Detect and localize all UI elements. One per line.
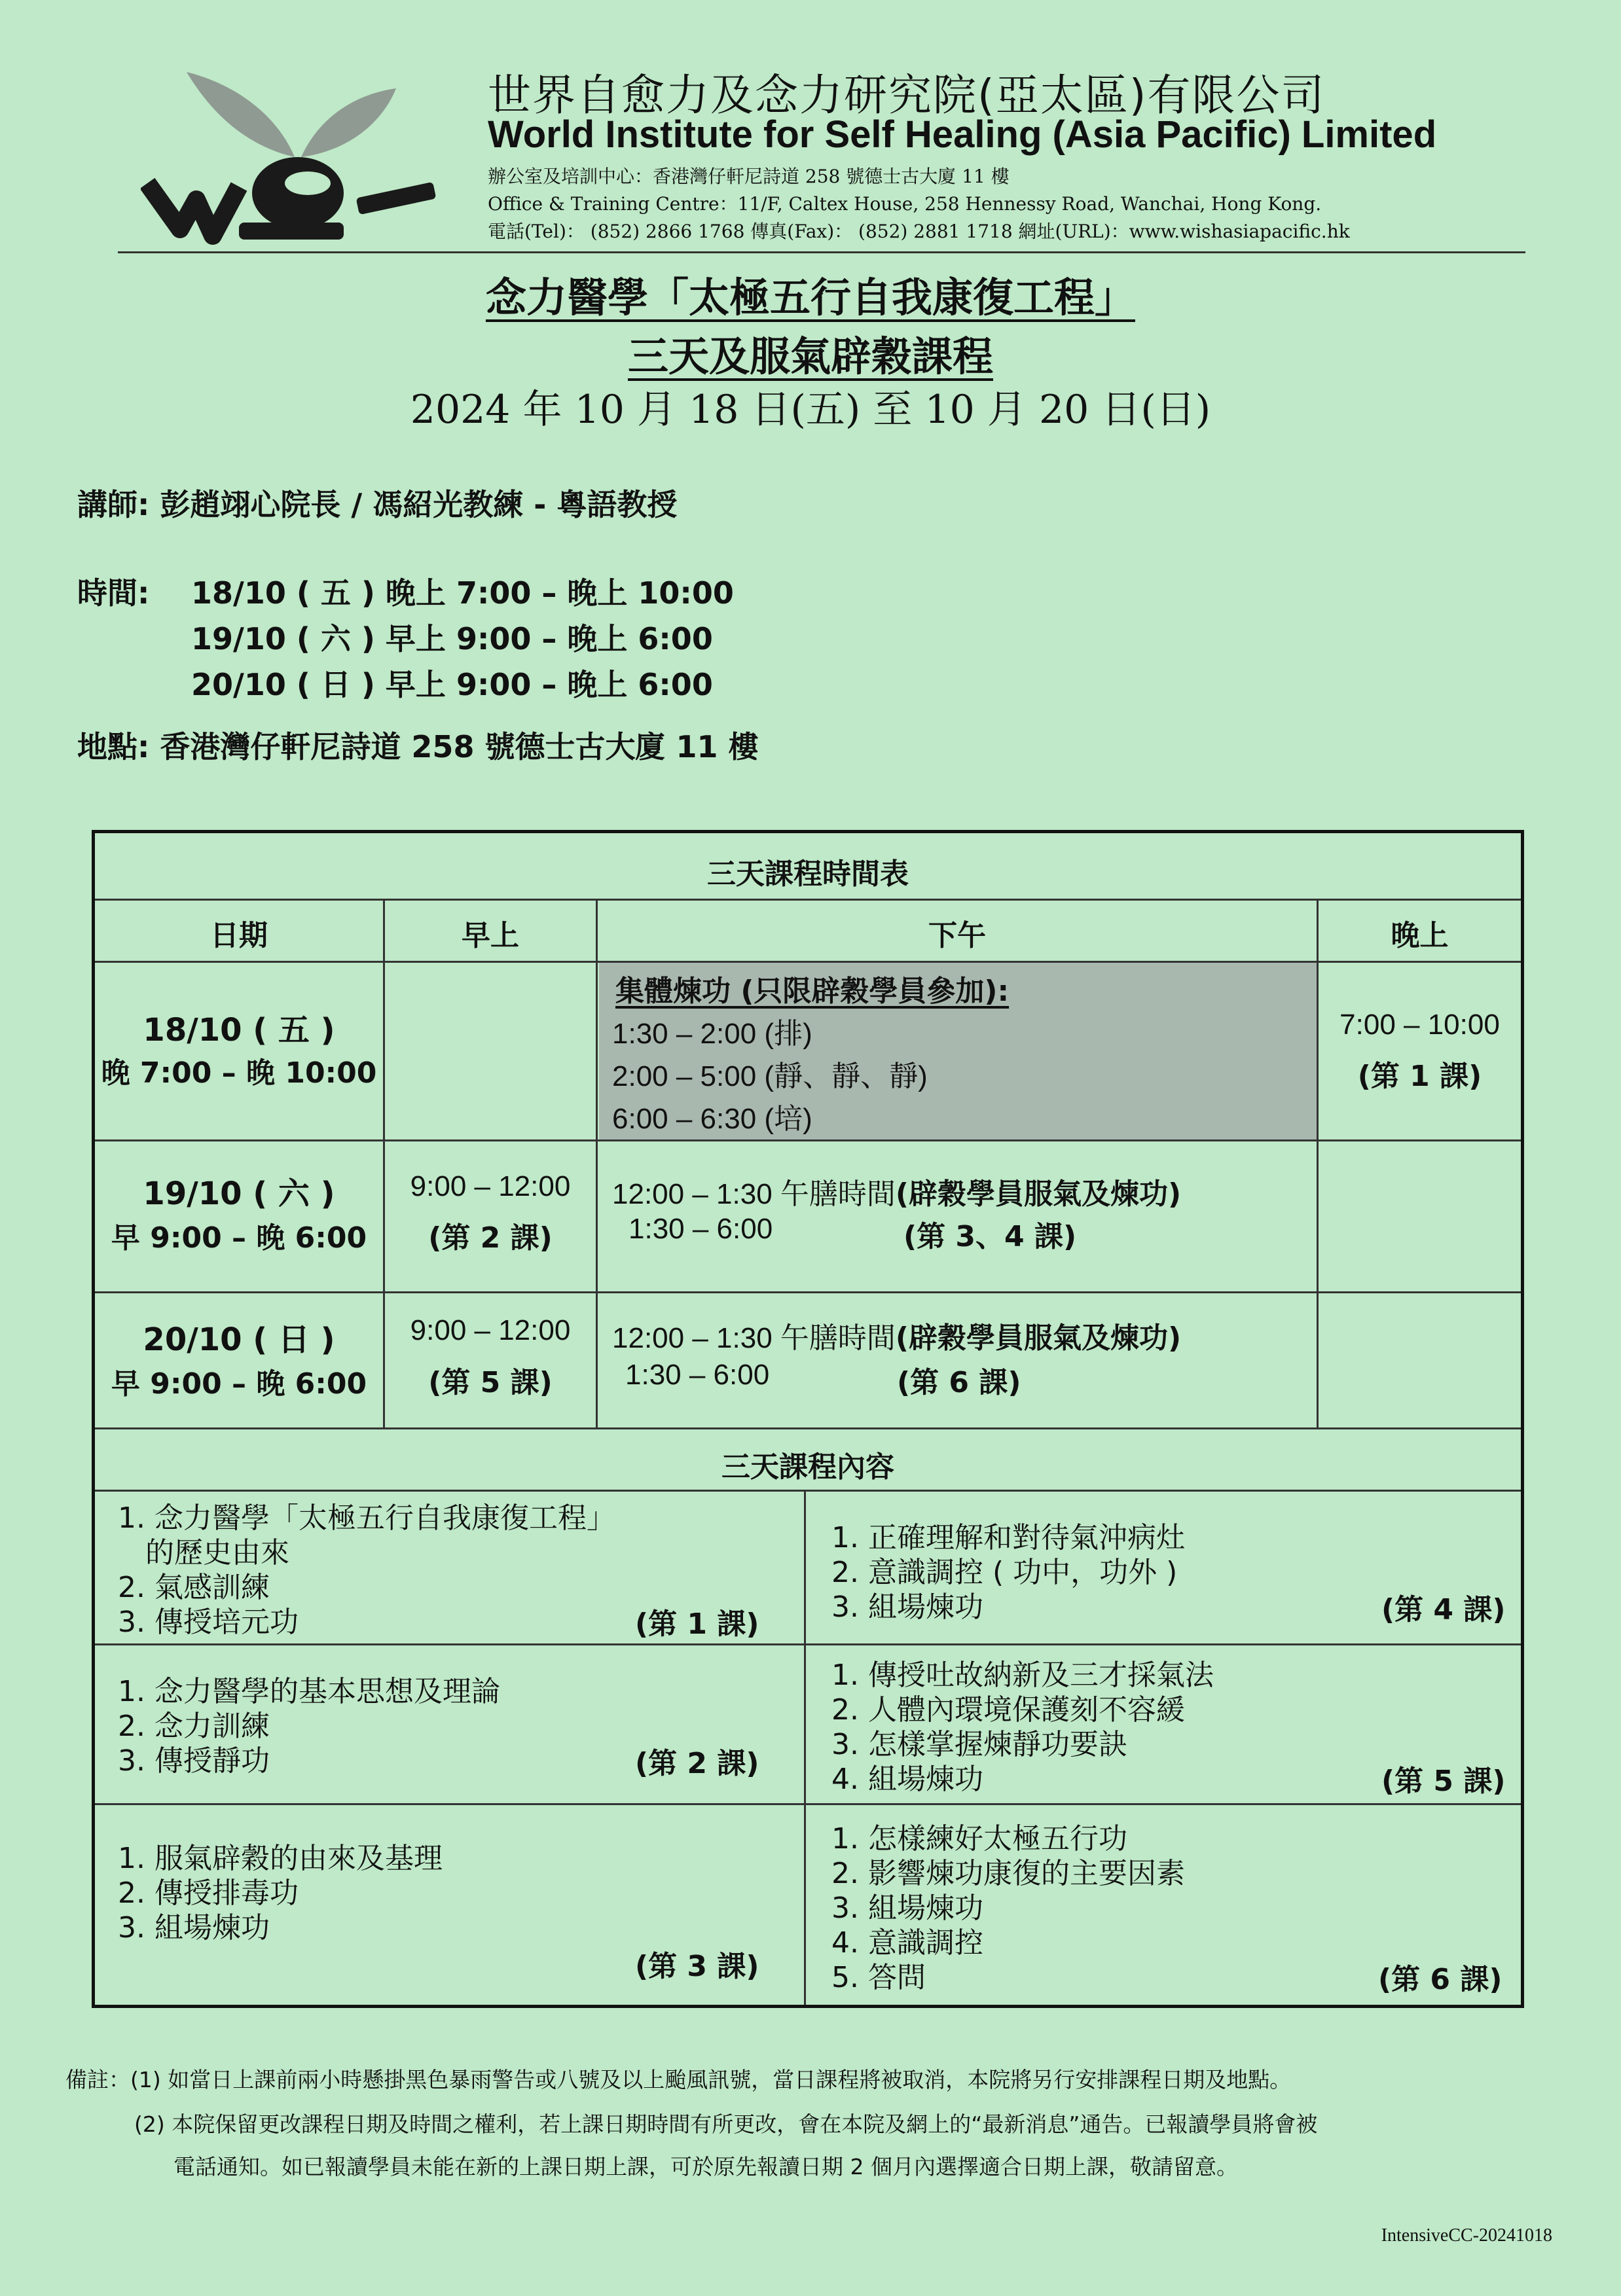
- lesson4-item: 2. 意識調控 ( 功中，功外 ): [831, 1556, 1178, 1589]
- lesson2-item: 2. 念力訓練: [118, 1710, 270, 1743]
- row1-afternoon-item: 6:00 – 6:30 (培): [612, 1103, 812, 1135]
- header-divider: [118, 251, 1525, 253]
- header-date: 日期: [210, 919, 268, 952]
- time-item: 18/10 ( 五 ) 晚上 7:00 – 晚上 10:00: [191, 575, 734, 611]
- row2-date-time: 早 9:00 – 晚 6:00: [111, 1221, 367, 1255]
- lesson3-label: (第 3 課): [635, 1950, 759, 1983]
- venue-line: 地點: 香港灣仔軒尼詩道 258 號德士古大廈 11 樓: [77, 729, 759, 764]
- row1-afternoon-item: 2:00 – 5:00 (靜、靜、靜): [612, 1060, 928, 1092]
- note-2-cont: 電話通知。如已報讀學員未能在新的上課日期上課，可於原先報讀日期 2 個月內選擇適合日期上課，敬請留意。: [173, 2154, 1238, 2179]
- schedule-title: 三天課程時間表: [707, 857, 909, 891]
- lesson2-item: 3. 傳授靜功: [118, 1744, 270, 1778]
- lesson6-item: 5. 答問: [831, 1961, 926, 1994]
- contact-line: 電話(Tel)： (852) 2866 1768 傳真(Fax)： (852) 2881 1718 網址(URL)：www.wishasiapacific.hk: [488, 221, 1350, 242]
- row1-afternoon-item: 1:30 – 2:00 (排): [612, 1018, 812, 1050]
- lesson5-item: 4. 組場煉功: [831, 1763, 983, 1796]
- course-title: 念力醫學「太極五行自我康復工程」: [485, 274, 1135, 321]
- lesson3-item: 3. 組場煉功: [118, 1911, 270, 1945]
- lesson3-item: 2. 傳授排毒功: [118, 1876, 299, 1910]
- instructor-line: 講師: 彭趙翊心院長 / 馮紹光教練 - 粵語教授: [77, 487, 678, 522]
- row2-afternoon-line: 12:00 – 1:30 午膳時間(辟穀學員服氣及煉功): [612, 1177, 1182, 1211]
- lesson6-item: 2. 影響煉功康復的主要因素: [831, 1857, 1185, 1890]
- header-afternoon: 下午: [928, 919, 986, 952]
- note-2: (2) 本院保留更改課程日期及時間之權利，若上課日期時間有所更改，會在本院及網上的“最新消息”通告。已報讀學員將會被: [134, 2111, 1318, 2137]
- lesson5-label: (第 5 課): [1381, 1765, 1506, 1798]
- row1-afternoon-heading: 集體煉功 (只限辟穀學員參加):: [615, 975, 1010, 1008]
- row3-morning-lesson: (第 5 課): [428, 1366, 553, 1399]
- row3-afternoon-time: 1:30 – 6:00: [625, 1359, 770, 1391]
- row1-date-time: 晚 7:00 – 晚 10:00: [101, 1056, 377, 1090]
- lesson4-item: 3. 組場煉功: [831, 1590, 983, 1624]
- row1-evening-time: 7:00 – 10:00: [1339, 1009, 1500, 1041]
- lesson2-item: 1. 念力醫學的基本思想及理論: [118, 1675, 500, 1708]
- lesson4-item: 1. 正確理解和對待氣沖病灶: [831, 1521, 1185, 1554]
- lesson5-item: 3. 怎樣掌握煉靜功要訣: [831, 1728, 1127, 1761]
- row1-evening-lesson: (第 1 課): [1357, 1060, 1482, 1093]
- row3-date: 20/10 ( 日 ): [143, 1321, 335, 1358]
- document-code: IntensiveCC-20241018: [1381, 2225, 1552, 2246]
- header-morning: 早上: [462, 919, 519, 952]
- row2-afternoon-time: 1:30 – 6:00: [628, 1213, 773, 1245]
- lesson4-label: (第 4 課): [1381, 1593, 1506, 1626]
- lesson6-item: 1. 怎樣練好太極五行功: [831, 1822, 1127, 1856]
- time-label: 時間:: [77, 575, 150, 611]
- lesson1-item: 1. 念力醫學「太極五行自我康復工程」: [118, 1501, 615, 1535]
- row2-date: 19/10 ( 六 ): [143, 1175, 335, 1212]
- lesson6-label: (第 6 課): [1378, 1963, 1503, 1996]
- address-cn: 辦公室及培訓中心：香港灣仔軒尼詩道 258 號德士古大廈 11 樓: [488, 166, 1010, 187]
- course-subtitle: 三天及服氣辟穀課程: [627, 332, 993, 380]
- row2-morning-time: 9:00 – 12:00: [410, 1170, 571, 1202]
- org-name-cn: 世界自愈力及念力研究院(亞太區)有限公司: [488, 70, 1326, 120]
- lesson1-item: 的歷史由來: [118, 1536, 289, 1570]
- course-dates: 2024 年 10 月 18 日(五) 至 10 月 20 日(日): [410, 387, 1211, 433]
- lesson6-item: 4. 意識調控: [831, 1926, 983, 1960]
- row3-morning-time: 9:00 – 12:00: [410, 1314, 571, 1346]
- row2-morning-lesson: (第 2 課): [428, 1221, 553, 1255]
- row1-date: 18/10 ( 五 ): [143, 1012, 335, 1049]
- time-item: 20/10 ( 日 ) 早上 9:00 – 晚上 6:00: [191, 667, 713, 702]
- lesson6-item: 3. 組場煉功: [831, 1892, 983, 1925]
- note-1: 備註：(1) 如當日上課前兩小時懸掛黑色暴雨警告或八號及以上颱風訊號，當日課程將被取消，本院將另行安排課程日期及地點。: [65, 2067, 1292, 2092]
- time-item: 19/10 ( 六 ) 早上 9:00 – 晚上 6:00: [191, 621, 713, 656]
- header-evening: 晚上: [1391, 919, 1449, 952]
- org-name-en: World Institute for Self Healing (Asia Pacific) Limited: [488, 113, 1437, 156]
- row3-afternoon-line: 12:00 – 1:30 午膳時間(辟穀學員服氣及煉功): [612, 1321, 1182, 1355]
- wish-logo: [141, 59, 455, 249]
- content-title: 三天課程內容: [721, 1450, 894, 1484]
- schedule-table: [92, 830, 1524, 2008]
- lesson5-item: 2. 人體內環境保護刻不容緩: [831, 1693, 1185, 1727]
- lesson1-label: (第 1 課): [635, 1607, 759, 1641]
- row3-date-time: 早 9:00 – 晚 6:00: [111, 1367, 367, 1401]
- lesson5-item: 1. 傳授吐故納新及三才採氣法: [831, 1659, 1214, 1692]
- row3-afternoon-lesson: (第 6 課): [897, 1366, 1021, 1399]
- lesson2-label: (第 2 課): [635, 1747, 759, 1780]
- address-en: Office & Training Centre：11/F, Caltex House, 258 Hennessy Road, Wanchai, Hong Kong.: [488, 193, 1322, 215]
- row2-afternoon-lesson: (第 3、4 課): [903, 1220, 1077, 1253]
- lesson1-item: 3. 傳授培元功: [118, 1605, 299, 1639]
- lesson3-item: 1. 服氣辟穀的由來及基理: [118, 1842, 443, 1875]
- lesson1-item: 2. 氣感訓練: [118, 1571, 270, 1604]
